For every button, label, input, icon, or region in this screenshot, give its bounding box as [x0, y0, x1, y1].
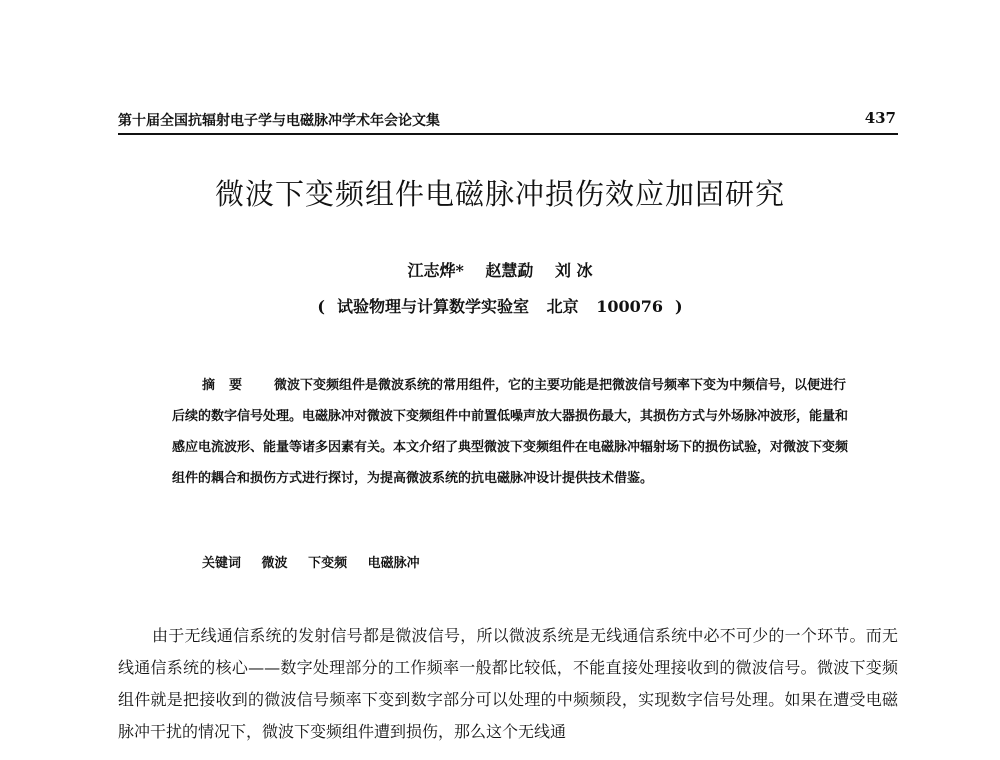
author-name: 赵慧勐	[485, 261, 534, 280]
affiliation-city: 北京	[546, 297, 579, 316]
running-title: 第十届全国抗辐射电子学与电磁脉冲学术年会论文集	[118, 113, 440, 129]
running-header	[118, 107, 898, 135]
keyword: 微波	[261, 556, 288, 571]
page-number: 437	[864, 109, 896, 127]
affiliation-close-paren: )	[674, 297, 683, 316]
abstract-label: 摘要	[202, 378, 257, 393]
keyword: 下变频	[308, 556, 348, 571]
affiliation-open-paren: (	[317, 297, 325, 316]
affiliation	[0, 294, 1000, 317]
paper-title: 微波下变频组件电磁脉冲损伤效应加固研究	[214, 177, 785, 211]
body-text	[118, 620, 898, 748]
affiliation-institution: 试验物理与计算数学实验室	[337, 297, 530, 316]
abstract-text: 微波下变频组件是微波系统的常用组件，它的主要功能是把微波信号频率下变为中频信号，以便进行后续的数字信号处理。电磁脉冲对微波下变频组件中前置低噪声放大器损伤最大，其损伤方式与外场脉冲波形，能量和感应电流波形、能量等诸多因素有关。本文介绍了典型微波下变频组件在电磁脉冲辐射场下的损伤试验，对微波下变频组件的耦合和损伤方式进行探讨，为提高微波系统的抗电磁脉冲设计提供技术借鉴。	[172, 378, 849, 486]
author-name: 江志烨*	[407, 261, 464, 280]
affiliation-postcode: 100076	[596, 297, 663, 316]
keywords-label: 关键词	[202, 556, 242, 571]
keyword: 电磁脉冲	[367, 556, 420, 571]
author-list	[0, 258, 1000, 281]
author-name: 刘 冰	[554, 261, 593, 280]
body-paragraph: 由于无线通信系统的发射信号都是微波信号，所以微波系统是无线通信系统中必不可少的一个环节。而无线通信系统的核心——数字处理部分的工作频率一般都比较低，不能直接处理接收到的微波信号。微波下变频组件就是把接收到的微波信号频率下变到数字部分可以处理的中频频段，实现数字信号处理。如果在遭受电磁脉冲干扰的情况下，微波下变频组件遭到损伤，那么这个无线通	[118, 626, 898, 741]
keywords-block	[202, 552, 436, 571]
abstract-block	[172, 370, 852, 494]
